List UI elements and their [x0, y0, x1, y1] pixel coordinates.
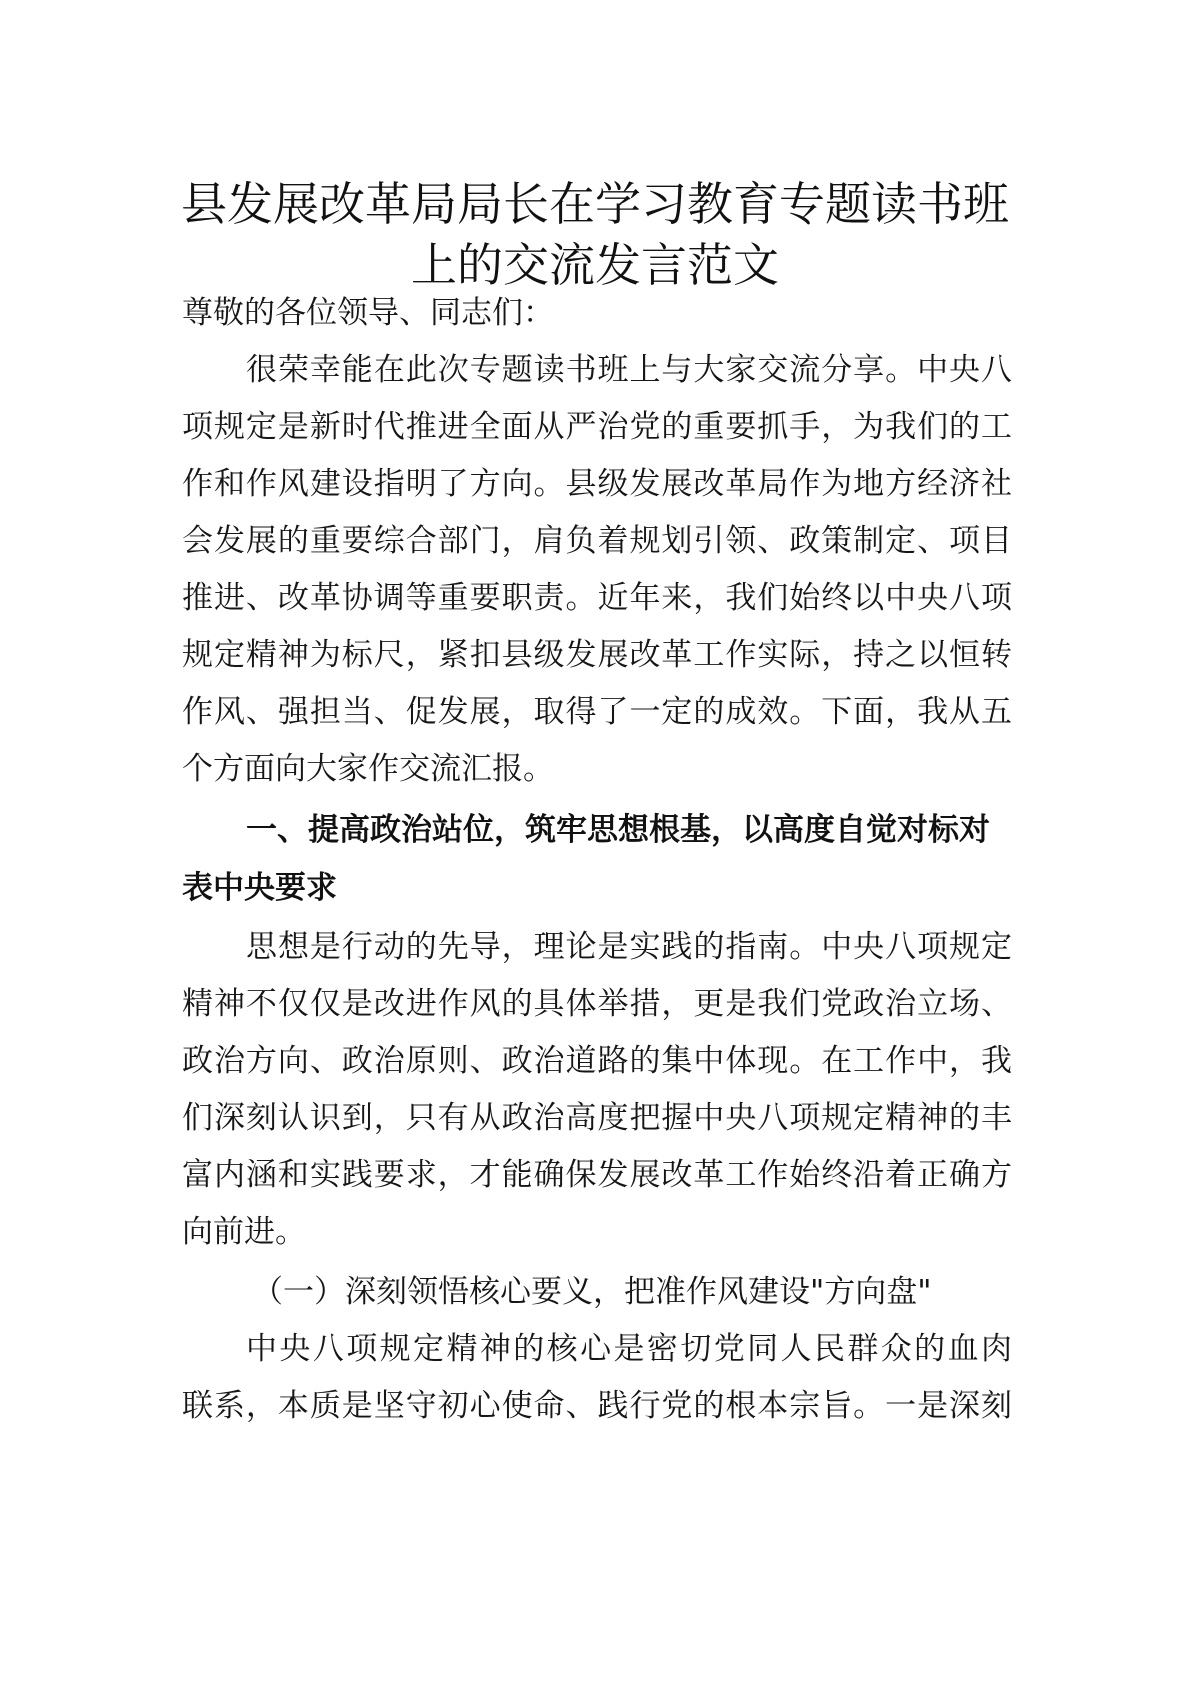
- section-heading-line-1: 一、提高政治站位，筑牢思想根基，以高度自觉对标对: [246, 812, 990, 848]
- intro-line: 很荣幸能在此次专题读书班上与大家交流分享。中央八: [246, 352, 1012, 388]
- intro-line: 规定精神为标尺，紧扣县级发展改革工作实际，持之以恒转: [182, 637, 1012, 673]
- greeting: 尊敬的各位领导、同志们：: [182, 295, 554, 331]
- section-body-line: 思想是行动的先导，理论是实践的指南。中央八项规定: [246, 929, 1012, 965]
- intro-line: 作和作风建设指明了方向。县级发展改革局作为地方经济社: [182, 466, 1012, 502]
- section-body-line: 富内涵和实践要求，才能确保发展改革工作始终沿着正确方: [182, 1157, 1012, 1193]
- intro-line: 推进、改革协调等重要职责。近年来，我们始终以中央八项: [182, 580, 1012, 616]
- document-title-line-1: 县发展改革局局长在学习教育专题读书班: [181, 177, 1009, 231]
- subsection-body-line: 联系，本质是坚守初心使命、践行党的根本宗旨。一是深刻: [182, 1388, 1012, 1424]
- section-body-line: 们深刻认识到，只有从政治高度把握中央八项规定精神的丰: [182, 1100, 1012, 1136]
- document-title-line-2: 上的交流发言范文: [411, 238, 779, 292]
- section-body-line: 精神不仅仅是改进作风的具体举措，更是我们党政治立场、: [182, 986, 1012, 1022]
- intro-line: 会发展的重要综合部门，肩负着规划引领、政策制定、项目: [182, 523, 1012, 559]
- section-heading-line-2: 表中央要求: [182, 870, 337, 906]
- section-body-line: 政治方向、政治原则、政治道路的集中体现。在工作中，我: [182, 1043, 1012, 1079]
- subsection-body-line: 中央八项规定精神的核心是密切党同人民群众的血肉: [246, 1331, 1012, 1367]
- intro-line: 项规定是新时代推进全面从严治党的重要抓手，为我们的工: [182, 409, 1012, 445]
- section-body-line: 向前进。: [182, 1214, 306, 1250]
- subsection-heading: （一）深刻领悟核心要义，把准作风建设"方向盘": [252, 1274, 932, 1310]
- intro-line: 个方面向大家作交流汇报。: [182, 751, 554, 787]
- intro-line: 作风、强担当、促发展，取得了一定的成效。下面，我从五: [182, 694, 1012, 730]
